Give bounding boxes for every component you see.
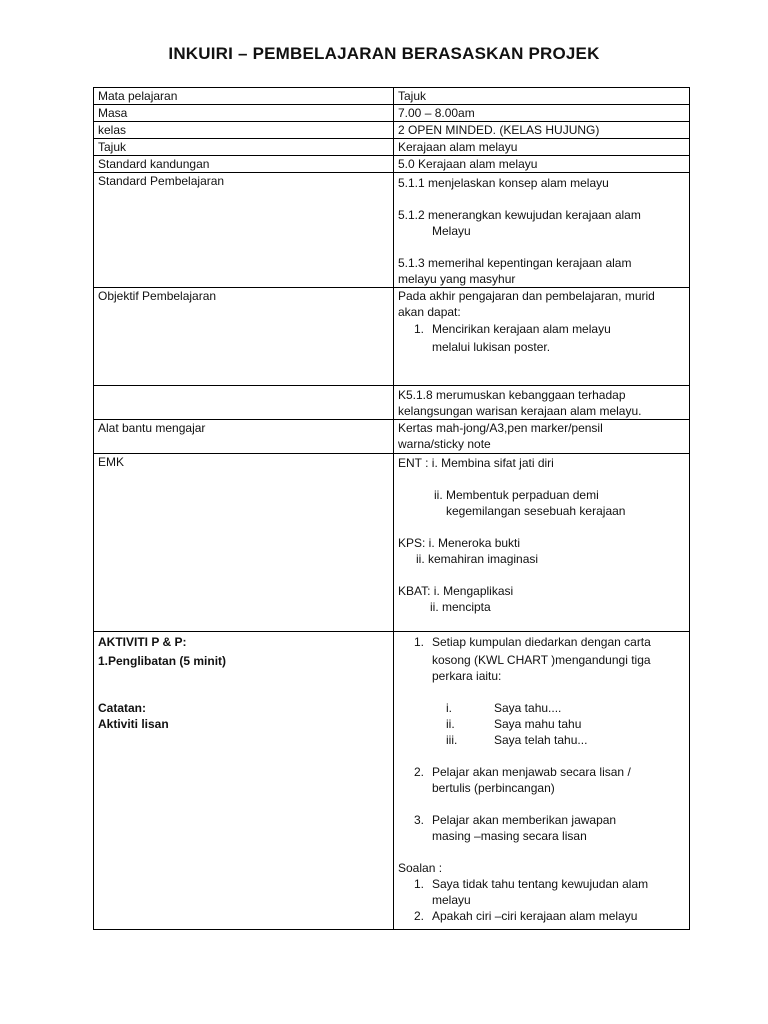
value-cell: Kertas mah-jong/A3,pen marker/pensil warna/sticky note [394, 420, 690, 454]
table-row [94, 122, 690, 139]
value-cell: K5.1.8 merumuskan kebanggaan terhadap kelangsungan warisan kerajaan alam melayu. [394, 386, 690, 420]
list-item: 2. Pelajar akan menjawab secara lisan / bertulis (perbincangan) [413, 765, 631, 795]
table-row [94, 632, 690, 930]
objektif-intro: Pada akhir pengajaran dan pembelajaran, murid [398, 289, 655, 303]
table-row [94, 420, 690, 454]
value-cell: Tajuk [394, 88, 690, 105]
table-row [94, 386, 690, 420]
list-item: 1. Mencirikan kerajaan alam melayu melalui lukisan poster. [413, 322, 611, 354]
activity-label: AKTIVITI P & P: [98, 635, 187, 649]
value-cell: 5.0 Kerajaan alam melayu [394, 156, 690, 173]
catatan-label: Catatan: [98, 701, 147, 715]
activity-step: 1.Penglibatan (5 minit) [98, 654, 227, 668]
sp-line: 5.1.3 memerihal kepentingan kerajaan alam [398, 256, 632, 270]
label-cell: EMK [94, 454, 394, 632]
label-cell: kelas [94, 122, 394, 139]
list-item: 1. Saya tidak tahu tentang kewujudan alam melayu [413, 877, 649, 907]
label-cell: Standard Pembelajaran [94, 173, 394, 288]
list-item: 1. Setiap kumpulan diedarkan dengan carta kosong (KWL CHART )mengandungi tiga perkara iaitu: [413, 635, 651, 683]
value-cell: 2 OPEN MINDED. (KELAS HUJUNG) [394, 122, 690, 139]
sp-line: 5.1.2 menerangkan kewujudan kerajaan alam [398, 208, 641, 222]
value-cell: ENT : i. Membina sifat jati diri ii. Membentuk perpaduan demi kegemilangan sesebuah kerajaan KPS: i. Meneroka bukti ii. kemahiran imaginasi KBAT: i. Mengaplikasi ii. mencipta [394, 454, 690, 632]
label-cell: Mata pelajaran [94, 88, 394, 105]
catatan-value: Aktiviti lisan [98, 717, 169, 731]
label-cell: Alat bantu mengajar [94, 420, 394, 454]
label-cell: Objektif Pembelajaran [94, 288, 394, 386]
value-cell [394, 173, 690, 288]
value-cell: 7.00 – 8.00am [394, 105, 690, 122]
page-title: INKUIRI – PEMBELAJARAN BERASASKAN PROJEK [168, 44, 600, 63]
objektif-intro: akan dapat: [398, 305, 461, 319]
label-cell [94, 386, 394, 420]
list-item: iii. Saya telah tahu... [446, 733, 588, 747]
table-row [94, 454, 690, 632]
table-row [94, 173, 690, 288]
table-row [94, 288, 690, 386]
sp-line: 5.1.1 menjelaskan konsep alam melayu [398, 176, 609, 190]
sp-line: melayu yang masyhur [398, 272, 516, 286]
sp-line: Melayu [432, 224, 471, 238]
label-cell: Standard kandungan [94, 156, 394, 173]
label-cell: Tajuk [94, 139, 394, 156]
table-row [94, 156, 690, 173]
table-row [94, 139, 690, 156]
lesson-plan-table [93, 87, 690, 930]
list-item: i. Saya tahu.... [446, 701, 562, 715]
list-item: 3. Pelajar akan memberikan jawapan masing –masing secara lisan [413, 813, 617, 843]
soalan-label: Soalan : [398, 861, 443, 875]
value-cell: Kerajaan alam melayu [394, 139, 690, 156]
value-cell [394, 632, 690, 930]
list-item: ii. Saya mahu tahu [446, 717, 582, 731]
value-cell [394, 288, 690, 386]
table-row [94, 105, 690, 122]
list-item: 2. Apakah ciri –ciri kerajaan alam melayu [413, 909, 638, 923]
label-cell: Masa [94, 105, 394, 122]
label-cell [94, 632, 394, 930]
table-row [94, 88, 690, 105]
